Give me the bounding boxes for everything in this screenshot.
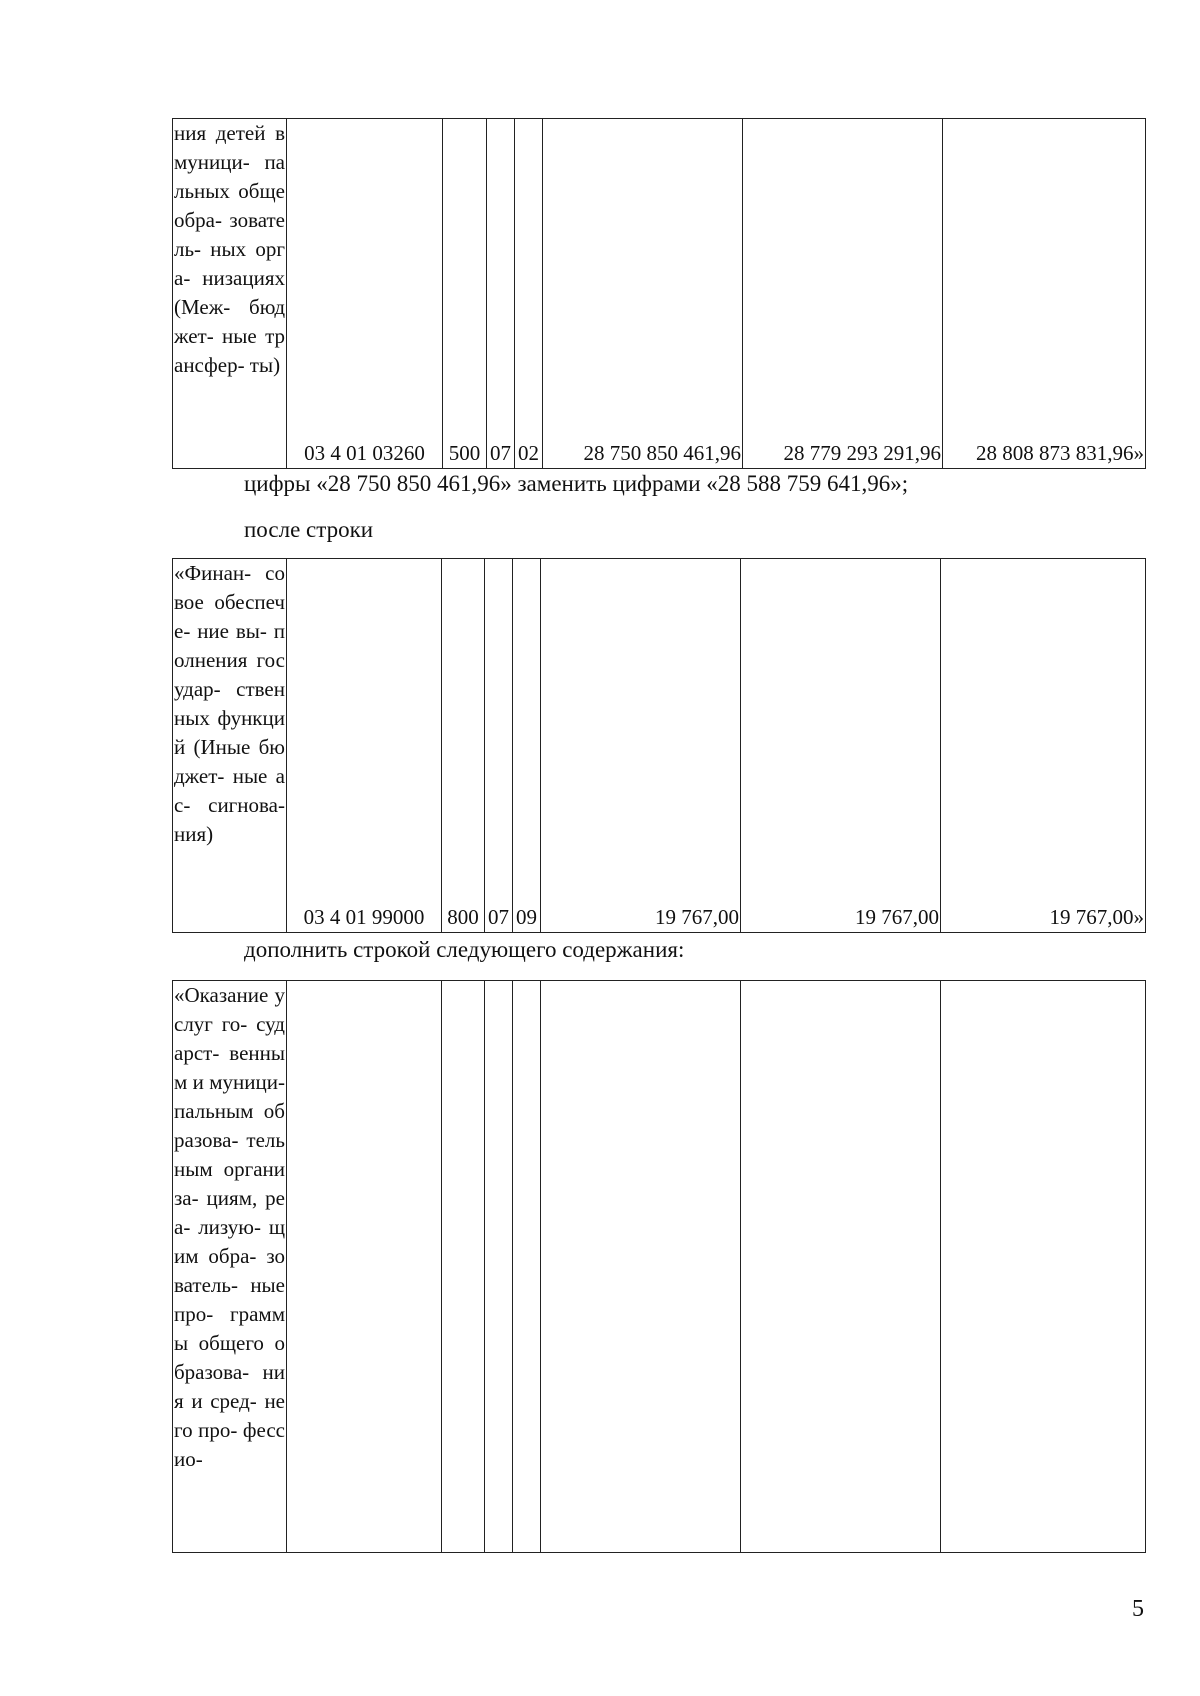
budget-table-3 xyxy=(172,980,1146,1553)
target-code-cell: 03 4 01 03260 xyxy=(287,119,443,469)
amount-cell-2: 28 779 293 291,96 xyxy=(743,119,943,469)
amount-cell-1 xyxy=(541,981,741,1553)
section-cell xyxy=(485,981,513,1553)
section-cell: 07 xyxy=(487,119,515,469)
expense-type-cell: 800 xyxy=(442,559,485,933)
row-name-cell: «Финан- совое обеспече- ние вы- полнения государ- ственных функций (Иные бюджет- ные ас- сигнова- ния) xyxy=(173,559,287,933)
subsection-cell xyxy=(513,981,541,1553)
table-row xyxy=(173,981,1146,1553)
replace-instruction: цифры «28 750 850 461,96» заменить цифрами «28 588 759 641,96»; xyxy=(244,471,909,496)
amount-cell-3: 28 808 873 831,96» xyxy=(943,119,1146,469)
expense-type-cell: 500 xyxy=(443,119,487,469)
amount-cell-1: 19 767,00 xyxy=(541,559,741,933)
budget-table-2 xyxy=(172,558,1146,933)
subsection-cell: 09 xyxy=(513,559,541,933)
expense-type-cell xyxy=(442,981,485,1553)
budget-table-1 xyxy=(172,118,1146,469)
table-row xyxy=(173,119,1146,469)
target-code-cell xyxy=(287,981,442,1553)
row-name-cell: ния детей в муници- пальных общеобра- зователь- ных орга- низациях (Меж- бюджет- ные трансфер- ты) xyxy=(173,119,287,469)
target-code-cell: 03 4 01 99000 xyxy=(287,559,442,933)
after-row-instruction: после строки xyxy=(244,517,374,542)
add-row-instruction: дополнить строкой следующего содержания: xyxy=(244,937,685,962)
subsection-cell: 02 xyxy=(515,119,543,469)
page-number: 5 xyxy=(1132,1596,1144,1622)
amount-cell-3: 19 767,00» xyxy=(941,559,1146,933)
amount-cell-3 xyxy=(941,981,1146,1553)
section-cell: 07 xyxy=(485,559,513,933)
amount-cell-2 xyxy=(741,981,941,1553)
amount-cell-1: 28 750 850 461,96 xyxy=(543,119,743,469)
table-row xyxy=(173,559,1146,933)
row-name-cell: «Оказание услуг го- сударст- венным и муници- пальным образова- тельным организа- циям, реа- лизую- щим обра- зователь- ные про- граммы общего образова- ния и сред- него про- фессио- xyxy=(173,981,287,1553)
amount-cell-2: 19 767,00 xyxy=(741,559,941,933)
